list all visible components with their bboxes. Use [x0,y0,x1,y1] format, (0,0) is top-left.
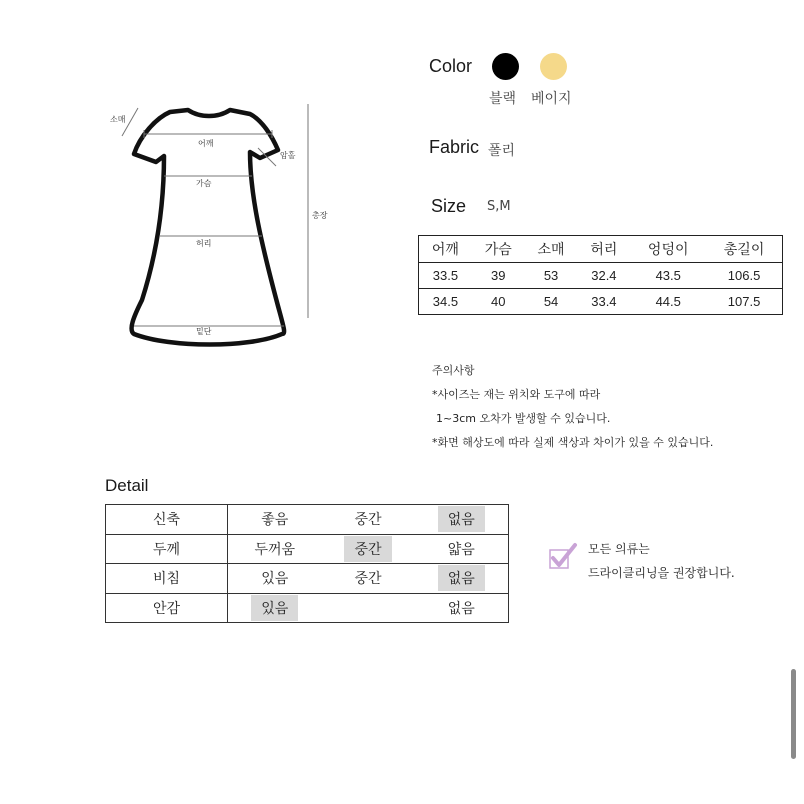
detail-option: 중간 [354,571,382,588]
care-line-1: 모든 의류는 [588,542,650,556]
size-cell: 33.5 [419,262,472,288]
detail-option-selected: 없음 [438,565,485,591]
size-cell: 44.5 [655,293,681,309]
detail-option-cell [228,505,322,535]
diagram-label-chest: 가슴 [196,179,212,188]
detail-option-cell [321,593,414,623]
table-row [106,593,509,623]
table-row [106,534,509,564]
size-cell: 33.4 [591,293,617,309]
size-table-header [419,236,782,262]
detail-option-cell [321,505,414,535]
size-col-header: 소매 [525,236,578,262]
detail-option: 중간 [354,512,382,529]
size-cell: 40 [491,293,506,309]
table-row [106,564,509,594]
detail-option: 없음 [447,600,475,617]
size-cell: 106.5 [706,262,782,288]
detail-option-cell [321,564,414,594]
diagram-label-length: 총장 [312,211,328,220]
notes-line: *화면 해상도에 따라 실제 색상과 차이가 있을 수 있습니다. [432,436,714,449]
diagram-label-armhole: 암홀 [280,151,296,160]
color-label-beige: 베이지 [531,91,572,107]
detail-option-cell [321,534,414,564]
detail-option-cell [228,534,322,564]
notes-line: *사이즈는 재는 위치와 도구에 따라 [432,388,601,401]
detail-option: 얇음 [447,541,475,558]
size-col-header: 허리 [577,236,630,262]
size-cell: 39 [472,262,525,288]
table-row [106,505,509,535]
detail-option-selected: 중간 [344,536,391,562]
detail-category: 두께 [106,534,228,564]
size-cell: 53 [525,262,578,288]
color-label-black: 블랙 [489,91,517,107]
detail-option: 있음 [261,571,289,588]
fabric-heading: Fabric [429,137,480,157]
detail-option-cell [414,564,508,594]
notes-title: 주의사항 [432,364,475,377]
detail-category: 신축 [106,505,228,535]
diagram-label-waist: 허리 [196,239,212,248]
detail-option: 좋음 [261,512,289,529]
size-heading: Size [431,196,467,216]
size-cell: 34.5 [432,293,459,309]
dress-outline-icon [100,96,340,366]
detail-option-cell [414,505,508,535]
checkmark-icon [548,542,578,572]
detail-table [105,504,509,623]
size-cell: 43.5 [630,262,706,288]
detail-option-cell [414,534,508,564]
size-col-header: 엉덩이 [630,236,706,262]
fabric-value: 폴리 [488,143,516,159]
diagram-label-hem: 밑단 [196,327,212,336]
detail-heading: Detail [105,476,149,495]
scrollbar-thumb[interactable] [791,669,796,759]
size-col-header: 어깨 [419,236,472,262]
size-table [419,236,782,314]
size-col-header: 가슴 [472,236,525,262]
detail-option-cell [228,593,322,623]
color-heading: Color [429,56,473,76]
detail-category: 비침 [106,564,228,594]
size-value: S,M [487,199,511,214]
table-row [419,288,782,314]
size-cell: 32.4 [577,262,630,288]
dress-diagram [100,96,340,366]
diagram-label-sleeve: 소매 [110,115,126,124]
diagram-label-shoulder: 어깨 [198,139,214,148]
color-swatch-beige[interactable] [540,53,567,80]
size-col-header: 총길이 [706,236,782,262]
detail-option-selected: 없음 [438,506,485,532]
table-row [419,262,782,288]
size-cell: 54 [543,293,559,309]
detail-option-cell [414,593,508,623]
detail-category: 안감 [106,593,228,623]
size-cell: 107.5 [727,293,761,309]
care-line-2: 드라이클리닝을 권장합니다. [588,566,735,580]
notes-line: 1~3cm 오차가 발생할 수 있습니다. [436,412,611,425]
detail-option-selected: 있음 [251,595,298,621]
detail-option: 두꺼움 [254,541,296,558]
color-swatch-black[interactable] [492,53,519,80]
detail-option-cell [228,564,322,594]
